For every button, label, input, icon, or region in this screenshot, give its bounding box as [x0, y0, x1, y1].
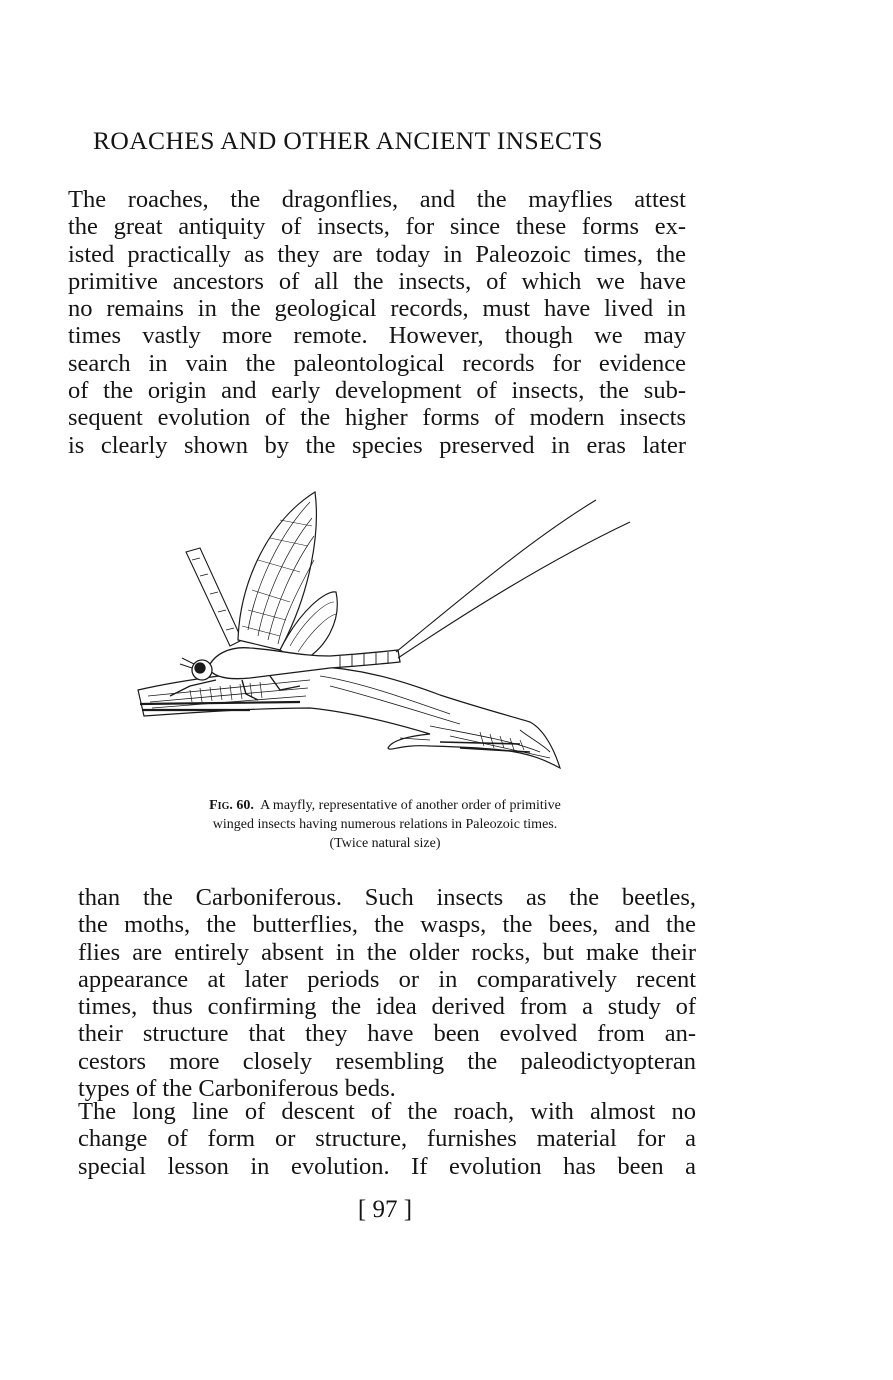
- mayfly-illustration-icon: [130, 490, 640, 780]
- text-line: search in vain the paleontological records for evidence: [68, 349, 686, 377]
- text-line: types of the Carboniferous beds.: [78, 1075, 396, 1103]
- text-line: is clearly shown by the species preserved in eras later: [68, 431, 686, 459]
- text-line: than the Carboniferous. Such insects as the beetles,: [78, 884, 696, 911]
- figure-label: Fig. 60.: [209, 798, 254, 813]
- text-line: change of form or structure, furnishes material for a: [78, 1125, 696, 1153]
- text-line: times vastly more remote. However, though we may: [68, 322, 686, 350]
- text-line: appearance at later periods or in comparatively recent: [78, 965, 696, 993]
- paragraph-3: [78, 1098, 696, 1180]
- text-line: special lesson in evolution. If evolution has been a: [78, 1152, 696, 1180]
- text-line: sequent evolution of the higher forms of modern insects: [68, 404, 686, 432]
- wing-drawing: [238, 492, 337, 662]
- text-line: The long line of descent of the roach, with almost no: [78, 1098, 696, 1125]
- text-line: primitive ancestors of all the insects, of which we have: [68, 267, 686, 295]
- text-line: The roaches, the dragonflies, and the mayflies attest: [68, 186, 686, 213]
- caption-line: winged insects having numerous relations in Paleozoic times.: [212, 817, 558, 832]
- text-line: no remains in the geological records, must have lived in: [68, 295, 686, 323]
- paragraph-1: [68, 186, 686, 459]
- caption-line: [150, 796, 620, 815]
- text-line: times, thus confirming the idea derived from a study of: [78, 993, 696, 1021]
- text-line: the great antiquity of insects, for since these forms ex-: [68, 213, 686, 241]
- text-line: of the origin and early development of insects, the sub-: [68, 377, 686, 405]
- text-line: cestors more closely resembling the paleodictyopteran: [78, 1047, 696, 1075]
- page-number: [ 97 ]: [357, 1196, 413, 1223]
- running-head: ROACHES AND OTHER ANCIENT INSECTS: [93, 126, 604, 155]
- text-line: the moths, the butterflies, the wasps, the bees, and the: [78, 911, 696, 939]
- twig-drawing: [186, 548, 242, 646]
- paragraph-2: [78, 884, 696, 1102]
- caption-line: (Twice natural size): [329, 836, 441, 851]
- branch-drawing: [138, 666, 560, 768]
- text-line: flies are entirely absent in the older rocks, but make their: [78, 938, 696, 966]
- tail-filaments-drawing: [396, 500, 630, 658]
- text-line: isted practically as they are today in Paleozoic times, the: [68, 240, 686, 268]
- text-line: their structure that they have been evolved from an-: [78, 1020, 696, 1048]
- caption-text: A mayfly, representative of another order of primitive: [260, 798, 561, 813]
- figure-caption: [150, 796, 620, 853]
